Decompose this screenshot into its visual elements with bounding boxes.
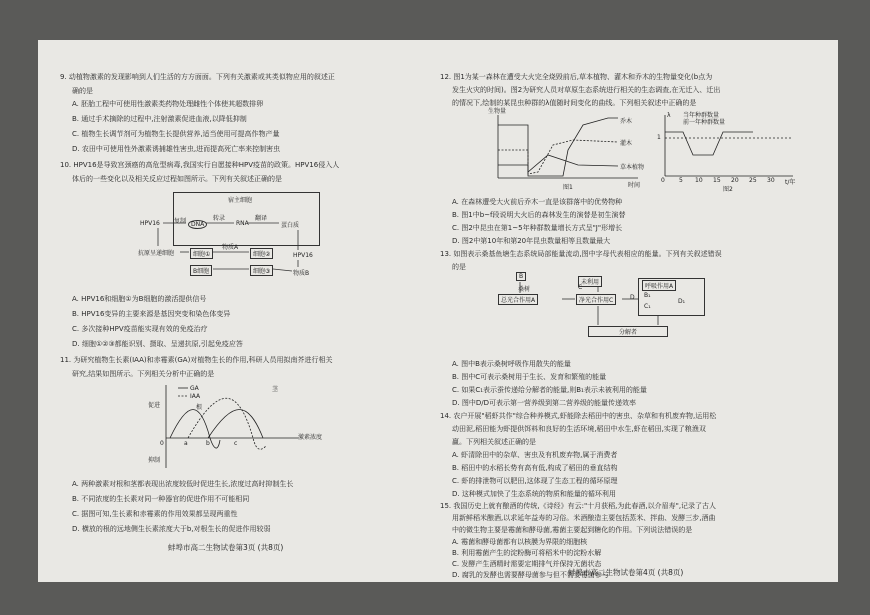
figure-2 (653, 110, 813, 193)
cell-3-label: 细胞③ (250, 265, 273, 276)
fig1-caption: 图1 (563, 184, 573, 191)
point-b: b (206, 440, 210, 447)
dna-label: DNA (188, 220, 207, 229)
q10-stem: 10. HPV16是导致宫颈癌的高危型病毒,我国实行自愿接种HPV疫苗的政策。HPV16侵入人 (60, 161, 340, 169)
q15-option-a: A. 霉菌和酵母菌都有以核膜为界限的细胞核 (452, 538, 588, 546)
node-c: C (578, 284, 583, 291)
q15-option-b: B. 利用霉菌产生的淀粉酶可将稻米中的淀粉水解 (452, 549, 602, 557)
q10-option-d: D. 细胞①②③都能识别、摄取、呈递抗原,引起免疫应答 (72, 340, 243, 348)
q14-option-b: B. 稻田中的水稻长势有高有低,构成了稻田的垂直结构 (452, 464, 618, 472)
q14-option-a: A. 虾清除田中的杂草、害虫及有机废弃物,属于消费者 (452, 451, 618, 459)
y-axis-inhibit: 抑制 (148, 457, 161, 464)
right-page (438, 40, 836, 582)
q13-option-b: B. 图中C可表示桑树用于生长、发育和繁殖的能量 (452, 373, 607, 381)
q15-stem-cont1: 用新鲜稻米酿酒,以求延年益寿的习俗。米酒酿造主要包括蒸米、拌曲、发酵三步,酒曲 (452, 514, 716, 522)
legend-iaa: IAA (190, 393, 201, 400)
hormone-chart-lines (148, 380, 338, 475)
q11-option-b: B. 不同浓度的生长素对同一种器官的促进作用不可能相同 (72, 495, 250, 503)
q12-stem: 12. 图1为某一森林在遭受大火完全烧毁前后,草本植物、灌木和乔木的生物量变化(b点为 (440, 73, 713, 81)
q14-option-d: D. 这种模式加快了生态系统的物质和能量的循环利用 (452, 490, 616, 498)
q12-option-a: A. 在森林遭受大火前后乔木一直是该群落中的优势物种 (452, 198, 623, 206)
q10-stem-cont: 体后的一些变化以及相关反应过程如图所示。下列有关叙述正确的是 (72, 175, 282, 183)
transcription-label: 转录 (213, 215, 226, 222)
fig2-tick-10: 10 (695, 177, 703, 184)
q11-option-d: D. 横放的根的远地侧生长素浓度大于b,对根生长的促进作用较弱 (72, 525, 271, 533)
q11-option-c: C. 据图可知,生长素和赤霉素的作用效果都呈现两重性 (72, 510, 238, 518)
q9-option-a: A. 胚胎工程中可使用性激素类药物处理雌性个体使其超数排卵 (72, 100, 264, 108)
node-b: B (516, 272, 526, 281)
node-d1: D₁ (678, 298, 686, 305)
q13-option-d: D. 图中D/D可表示第一营养级到第二营养级的能量传递效率 (452, 399, 636, 407)
figure-1 (488, 110, 648, 190)
fig2-y-one: 1 (657, 134, 661, 141)
legend-ga: GA (190, 385, 199, 392)
q13-option-a: A. 图中B表示桑树呼吸作用散失的能量 (452, 360, 571, 368)
fig2-legend-previous: 前一年种群数量 (683, 119, 726, 126)
node-c1: C₁ (644, 303, 651, 310)
q10-option-c: C. 多次接种HPV疫苗能实现有效的免疫治疗 (72, 325, 208, 333)
energy-flow-diagram (498, 270, 748, 350)
fig2-tick-0: 0 (661, 177, 665, 184)
q13-stem: 13. 如图表示桑基鱼塘生态系统局部能量流动,图中字母代表相应的能量。下列有关叙述错误 (440, 250, 722, 258)
fig2-tick-25: 25 (749, 177, 757, 184)
q12-stem-cont1: 发生火灾的时间)。图2为研究人员对草原生态系统进行相关的生态调查,在无迁入、迁出 (452, 86, 721, 94)
substance-b-label: 物质B (293, 270, 310, 277)
cell-2-label: 细胞② (250, 248, 273, 259)
fig2-caption: 图2 (723, 186, 733, 193)
unused-box: 未利用 (578, 276, 602, 287)
q12-option-c: C. 图2中昆虫在第1~5年种群数量增长方式呈"J"形增长 (452, 224, 623, 232)
q14-stem-cont1: 动田泥,稻田能为虾提供饵料和良好的生活环境,稻田中水生,虾在稻田,实现了粮渔双 (452, 425, 706, 433)
translation-label: 翻译 (255, 215, 268, 222)
energy-flow-arrows (498, 270, 748, 350)
fig1-x-label: 时间 (628, 182, 641, 189)
q9-stem: 9. 动植物激素的发现影响到人们生活的方方面面。下列有关激素或其类似物应用的叙述正 (60, 73, 335, 81)
q15-option-d: D. 腐乳的发酵也需要酵母菌参与但不需要霉菌参与 (452, 571, 609, 579)
hpv-in-label: HPV16 (140, 220, 160, 227)
q10-option-b: B. HPV16变异的主要来源是基因突变和染色体变异 (72, 310, 231, 318)
b-cell-label: B细胞 (190, 265, 212, 276)
q15-stem: 15. 我国历史上就有酿酒的传统,《诗经》有云:"十月获稻,为此春酒,以介眉寿",记录了古人 (440, 502, 717, 510)
fig2-x-unit: t/年 (785, 179, 796, 186)
q15-option-c: C. 发酵产生酒精时需要定期排气并保持无菌状态 (452, 560, 602, 568)
node-d: D (630, 294, 635, 301)
q14-stem-cont2: 赢。下列相关叙述正确的是 (452, 438, 536, 446)
x-axis-label: 激素浓度 (298, 434, 323, 441)
hpv-out-label: HPV16 (293, 252, 313, 259)
q9-option-c: C. 植物生长调节剂可为植物生长提供营养,适当使用可提高作物产量 (72, 130, 280, 138)
left-page (38, 40, 430, 582)
root-label: 根 (196, 404, 203, 411)
fig2-lambda: λ (667, 112, 671, 119)
q9-stem-cont: 确的是 (72, 87, 93, 95)
q11-stem-cont: 研究,结果如图所示。下列相关分析中正确的是 (72, 370, 215, 378)
fig1-arbor: 乔木 (620, 118, 633, 125)
q9-option-b: B. 通过手术摘除的过程中,注射激素促进血液,以降低抑制 (72, 115, 247, 123)
q11-option-a: A. 两种激素对根和茎都表现出浓度较低时促进生长,浓度过高时抑制生长 (72, 480, 294, 488)
left-footer: 蚌埠市高二生物试卷第3页 (共8页) (168, 543, 284, 552)
q13-option-c: C. 如果C₁表示蚕传递给分解者的能量,则B₁表示未被利用的能量 (452, 386, 647, 394)
q12-option-b: B. 图1中b~f段说明大火后的森林发生的演替是初生演替 (452, 211, 626, 219)
hpv-diagram (138, 190, 338, 280)
point-a: a (184, 440, 188, 447)
gross-photosynthesis-box: 总光合作用A (498, 294, 538, 305)
fig2-legend-current: 当年种群数量 (683, 112, 720, 119)
q15-stem-cont2: 中的微生物主要是霉菌和酵母菌,霉菌主要起到糖化的作用。下列说法错误的是 (452, 526, 693, 534)
mulberry-label: 桑树 (518, 286, 531, 293)
fig2-tick-15: 15 (713, 177, 721, 184)
stem-label: 茎 (272, 386, 279, 393)
exam-paper (38, 40, 838, 582)
fig1-herb: 草本植物 (620, 164, 645, 171)
protein-label: 蛋白质 (281, 222, 300, 229)
q9-option-d: D. 农田中可使用性外激素诱捕雄性害虫,进而提高死亡率来控制害虫 (72, 145, 281, 153)
q12-stem-cont2: 的情况下,绘制的某昆虫种群的λ值随时间变化的曲线。下列相关叙述中正确的是 (452, 99, 697, 107)
fig2-tick-30: 30 (767, 177, 775, 184)
origin-label: 0 (160, 440, 164, 447)
fig2-tick-5: 5 (679, 177, 683, 184)
apc-label: 抗原呈递细胞 (138, 250, 175, 257)
hpv-diagram-arrows (138, 190, 338, 280)
q10-option-a: A. HPV16和细胞①为B细胞的激活提供信号 (72, 295, 207, 303)
node-b1: B₁ (644, 292, 651, 299)
y-axis-promote: 促进 (148, 402, 161, 409)
hormone-chart (148, 380, 338, 475)
right-footer: 蚌埠市高二生物试卷第4页 (共8页) (568, 568, 684, 577)
fig1-shrub: 灌木 (620, 140, 633, 147)
q12-option-d: D. 图2中第10年和第20年昆虫数量相等且数量最大 (452, 237, 611, 245)
q11-stem: 11. 为研究植物生长素(IAA)和赤霉素(GA)对植物生长的作用,科研人员用拟南芥进行相关 (60, 356, 333, 364)
point-c: c (234, 440, 238, 447)
fig2-tick-20: 20 (731, 177, 739, 184)
copy-label: 复制 (174, 218, 187, 225)
cell-1-label: 细胞① (190, 248, 213, 259)
q13-stem-cont: 的是 (452, 263, 466, 271)
q14-option-c: C. 虾的排泄物可以肥田,这体现了生态工程的循环原理 (452, 477, 618, 485)
respiration-box: 呼吸作用A (642, 280, 676, 291)
net-photosynthesis-box: 净光合作用C (576, 294, 616, 305)
decomposer-box: 分解者 (588, 326, 668, 337)
q14-stem: 14. 农户开展"稻虾共作"综合种养模式,虾能除去稻田中的害虫、杂草和有机废弃物,运用松 (440, 412, 717, 420)
fig1-y-label: 生物量 (488, 108, 507, 115)
host-cell-label: 宿主细胞 (228, 197, 253, 204)
rna-label: RNA (236, 220, 249, 227)
substance-a-label: 物质A (222, 244, 239, 251)
